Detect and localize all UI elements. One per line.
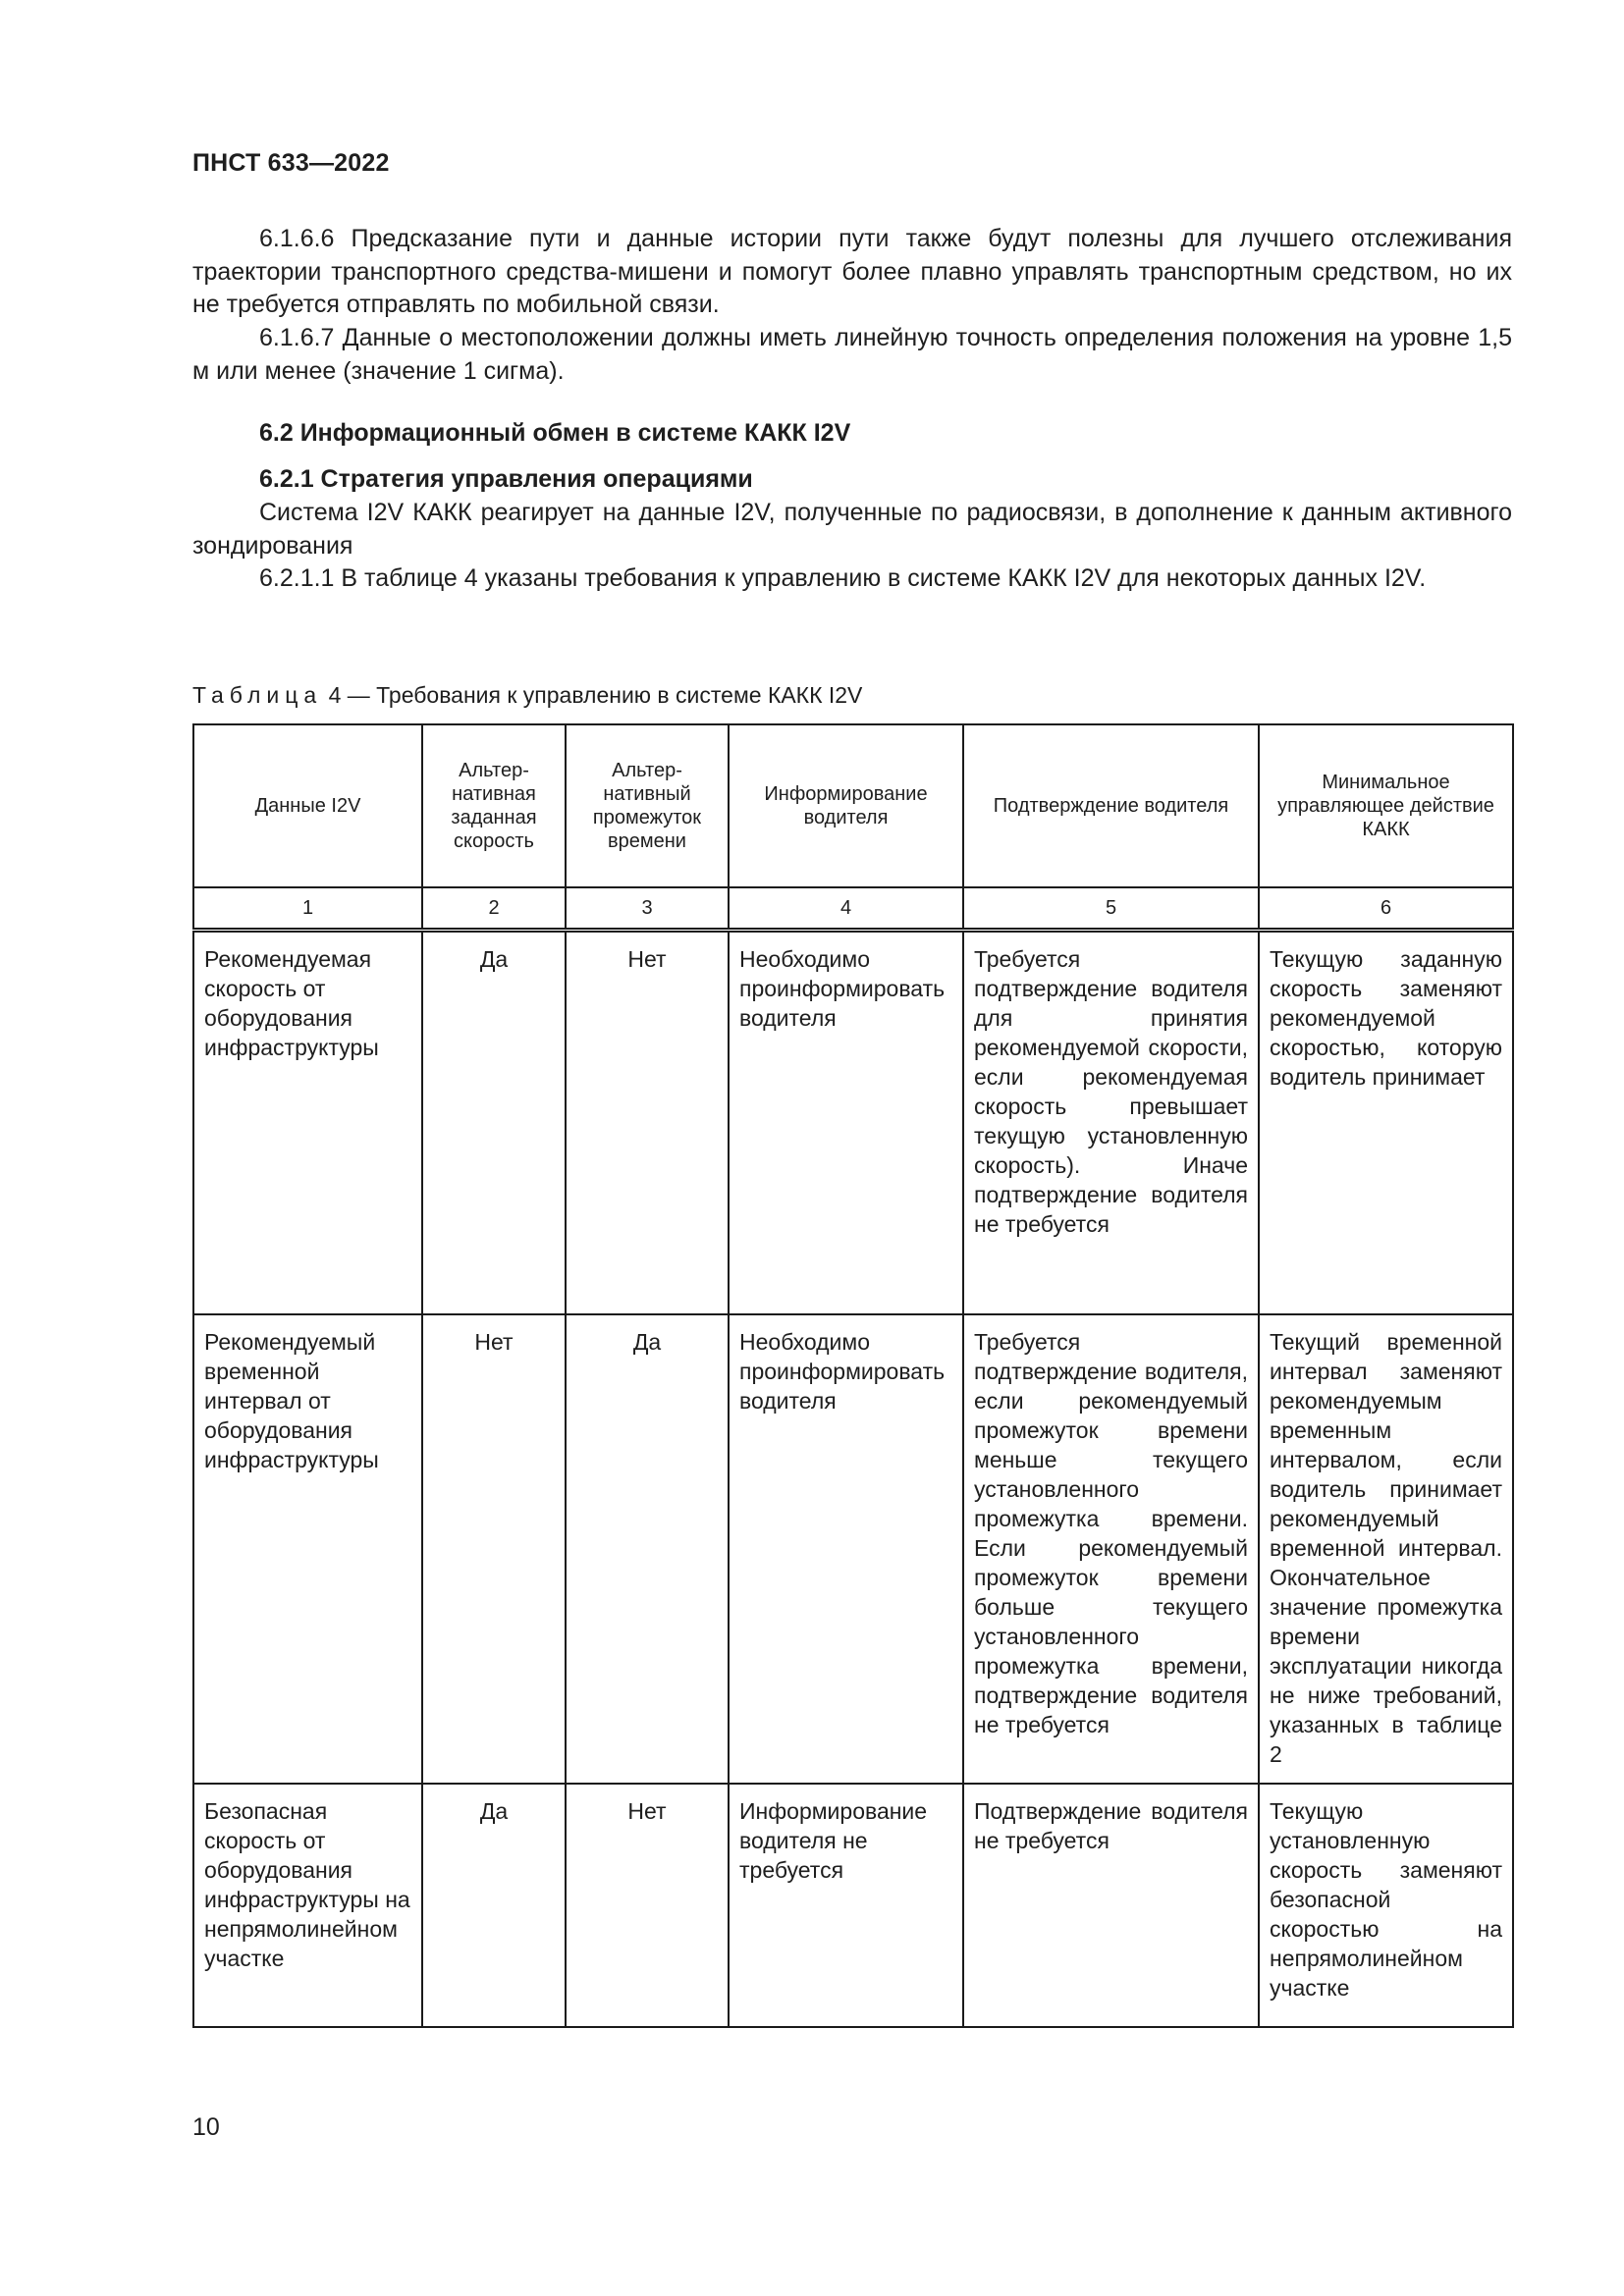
heading-text: 6.2.1 Стратегия управления операциями: [259, 465, 753, 493]
table-row: [193, 1314, 1513, 1784]
header-cell-action: Минимальное управляющее действие КАКК: [1259, 724, 1513, 887]
header-cell-inform: Информирование водителя: [729, 724, 963, 887]
requirements-table: [192, 723, 1514, 2028]
column-number-row: [193, 887, 1513, 931]
header-cell-alt-speed: Альтер-нативная заданная скорость: [422, 724, 566, 887]
header-cell-confirm: Подтверждение водителя: [963, 724, 1259, 887]
paragraph-6-1-6-7: [192, 322, 1512, 388]
cell-inform: Необходимо проинформировать водителя: [729, 931, 963, 1315]
heading-text: 6.2 Информационный обмен в системе КАКК I2V: [259, 419, 851, 447]
column-number: 1: [193, 887, 422, 931]
document-id: ПНСТ 633—2022: [192, 149, 390, 177]
cell-confirm: Требуется подтверждение водителя, если рекомендуемый промежуток времени меньше текущего установленного промежутка времени. Если рекомендуемый промежуток времени больше текущего установленного промежутка времени, подтверждение водителя не требуется: [963, 1314, 1259, 1784]
paragraph-6-2-1-1: [192, 562, 1512, 596]
cell-inform: Информирование водителя не требуется: [729, 1784, 963, 2027]
table-caption-title: 4 — Требования к управлению в системе КАКК I2V: [322, 682, 863, 708]
column-number: 6: [1259, 887, 1513, 931]
page-number: 10: [192, 2113, 220, 2141]
table-caption: [192, 682, 862, 709]
cell-alt-gap: Нет: [566, 931, 729, 1315]
paragraph-text: Система I2V КАКК реагирует на данные I2V, полученные по радиосвязи, в дополнение к данным активного зондирования: [192, 499, 1512, 560]
column-number: 5: [963, 887, 1259, 931]
cell-inform: Необходимо проинформировать водителя: [729, 1314, 963, 1784]
cell-alt-gap: Да: [566, 1314, 729, 1784]
column-number: 4: [729, 887, 963, 931]
cell-data: Рекомендуемая скорость от оборудования инфраструктуры: [193, 931, 422, 1315]
table-header-row: [193, 724, 1513, 887]
table-row: [193, 1784, 1513, 2027]
table-caption-label: Таблица: [192, 682, 323, 708]
cell-data: Рекомендуемый временной интервал от оборудования инфраструктуры: [193, 1314, 422, 1784]
cell-action: Текущую установленную скорость заменяют безопасной скоростью на непрямолинейном участке: [1259, 1784, 1513, 2027]
paragraph-text: 6.2.1.1 В таблице 4 указаны требования к управлению в системе КАКК I2V для некоторых данных I2V.: [259, 564, 1427, 592]
paragraph-6-1-6-6: [192, 223, 1512, 322]
table-row: [193, 931, 1513, 1315]
column-number: 3: [566, 887, 729, 931]
cell-alt-gap: Нет: [566, 1784, 729, 2027]
cell-action: Текущую заданную скорость заменяют рекомендуемой скоростью, которую водитель принимает: [1259, 931, 1513, 1315]
section-heading-6-2-1: [192, 463, 1512, 497]
cell-alt-speed: Да: [422, 1784, 566, 2027]
cell-alt-speed: Нет: [422, 1314, 566, 1784]
header-cell-alt-gap: Альтер-нативный промежуток времени: [566, 724, 729, 887]
cell-action: Текущий временной интервал заменяют рекомендуемым временным интервалом, если водитель принимает рекомендуемый временной интервал. Окончательное значение промежутка времени эксплуатации никогда не ниже требований, указанных в таблице 2: [1259, 1314, 1513, 1784]
column-number: 2: [422, 887, 566, 931]
section-heading-6-2: [192, 417, 1512, 451]
paragraph-text: 6.1.6.6 Предсказание пути и данные истории пути также будут полезны для лучшего отслеживания траектории транспортного средства-мишени и помогут более плавно управлять транспортным средством, но их не требуется отправлять по мобильной связи.: [192, 225, 1512, 318]
cell-confirm: Подтверждение водителя не требуется: [963, 1784, 1259, 2027]
cell-data: Безопасная скорость от оборудования инфраструктуры на непрямолинейном участке: [193, 1784, 422, 2027]
cell-confirm: Требуется подтверждение водителя для принятия рекомендуемой скорости, если рекомендуемая скорость превышает текущую установленную скорость). Иначе подтверждение водителя не требуется: [963, 931, 1259, 1315]
cell-alt-speed: Да: [422, 931, 566, 1315]
paragraph-text: 6.1.6.7 Данные о местоположении должны иметь линейную точность определения положения на уровне 1,5 м или менее (значение 1 сигма).: [192, 324, 1512, 385]
paragraph-6-2-1: [192, 497, 1512, 562]
header-cell-data: Данные I2V: [193, 724, 422, 887]
